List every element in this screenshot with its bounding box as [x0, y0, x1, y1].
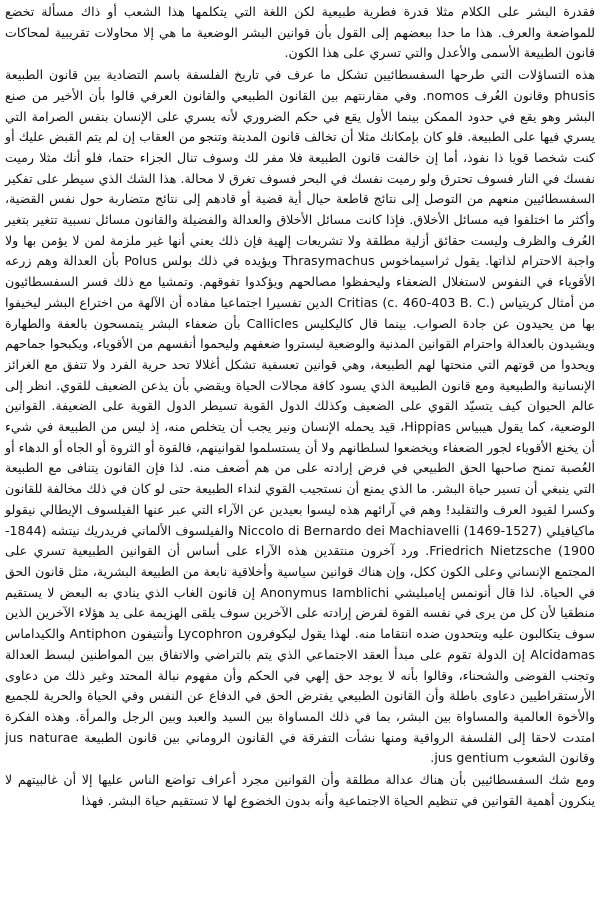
paragraph-laws-importance: ومع شك السفسطائيين بأن هناك عدالة مطلقة وأن القوانين مجرد أعراف تواضع الناس عليها إلا أن غالبيتهم لا ينكرون أهمية القوانين في تنظيم الحياة الاجتماعية وأنه بدون الخضوع لها لا تستقيم حياة البشر. فهذا — [5, 772, 595, 808]
paragraph-sophists-nature-vs-convention: هذه التساؤلات التي طرحها السفسطائيين تشكل ما عرف في تاريخ الفلسفة باسم التضادية بين قانون الطبيعة phusis وقانون العُرف nomos. وفي مقارنتهم بين القانون الطبيعي والقانون العرفي قالوا بأن الأخير من صنع البشر وهو يقع في حدود الممكن بينما الأول يقع في حكم الضروري لأنه يسري على الإنسان بنفس الصرامة التي يسري فيها على الطبيعة. فلو كان بإمكانك مثلا أن تخالف قانون المدينة وتنجو من العقاب إن لم يتم القبض عليك أو كنت شخصا قويا ذا نفوذ، أما إن خالفت قانون الطبيعة فلا مفر لك وسوف تنال الجزاء حتما، فلو أنك مثلا رميت نفسك في النار فسوف تحترق ولو رميت نفسك في البحر فسوف تغرق لا محالة. هذا الشك الذي سيطر على تفكير السفسطائيين منعهم من التوصل إلى نتائج قاطعة حيال أية قضية أو قادهم إلى نتائج متضاربة حول نفس القضية، وأكثر ما اختلفوا فيه مسائل الأخلاق. فإذا كانت مسائل الأخلاق والعدالة والفضيلة والقانون مسائل نسبية تتغير بتغير العُرف والظرف وليست حقائق أزلية مطلقة ولا تشريعات إلهية فإن ذلك يعني أنها غير ملزمة لمن لا يؤمن بها ولا واجبة الاحترام لذاتها. يقول ثراسيماخوس Thrasymachus ويؤيده في ذلك بولس Polus بأن العدالة وهم زرعه الأقوياء في النفوس لاستغلال الضعفاء وليحفظوا مصالحهم ويؤكدوا تفوقهم. وتمشيا مع ذلك فسر السفسطائيون من أمثال كريتياس Critias (c. 460-403 B. C.) الدين تفسيرا اجتماعيا مفاده أن الآلهة من اختراع البشر ليخيفوا بها من يحيدون عن جادة الصواب. بينما قال كاليكليس Callicles بأن ضعفاء البشر يتمسحون بالعفة والطهارة ويشيدون بالعدالة واحترام القوانين المدنية والوضعية ليستروا ضعفهم وليحموا أنفسهم من الأقوياء، ويكبحوا جماحهم ويحدوا من قوتهم التي منحتها لهم الطبيعة، وهي قوانين تعسفية تشكل أغلالا تحد حرية الفرد ولا تتفق مع الغرائز الإنسانية والطبيعية ومع قانون الطبيعة الذي يسود كافة مجالات الحياة ويقضي بأن يذعن الضعيف للقوي. انظر إلى عالم الحيوان كيف يتسيّد القوي على الضعيف وكذلك الدول القوية تسيطر الدول القوية على الضعيفة. القوانين الوضعية، كما يقول هيبياس Hippias، قيد يحمله الإنسان ونير يجب أن يتخلص منه، إذ ليس من الطبيعة في شيء أن يخنع الأقوياء لجور الضعفاء ويخضعوا لسلطانهم ولا أن يستسلموا لقوانينهم، فالقوة أو الثروة أو الجاه أو الدهاء أو العُصبة تمنح صاحبها الحق الطبيعي في فرض إرادته على من هم أضعف منه. لذا فإن القانون يتنافى مع الطبيعة التي ينبغي أن تسير حياة البشر. ما الذي يمنع أن نستجيب القوي لنداء الطبيعة حتى لو كان في ذلك مخالفة للقانون وكسرا لقيود العرف والتقليد! وهم في آرائهم هذه ليسوا بعيدين عن الآراء التي عبر عنها الفيلسوف الإيطالي نيقولو ماكيافيلي Niccolo di Bernardo dei Machiavelli (1469-1527) والفيلسوف الألماني فريدريك نيتشه (1844-1900) Friedrich Nietzsche. ورد آخرون منتقدين هذه الآراء على أساس أن القوانين الطبيعية تسري على المجتمع الإنساني وعلى الكون ككل، وإن هناك قوانين سياسية وأخلاقية نابعة من الطبيعة البشرية، مثل قانون الحق في الحياة. لذا قال أنونمس إيامبليشي Anonymus Iamblichi إن قانون الغاب الذي ينادي به البعض لا يستقيم منطقيا لأن كل من يرى في نفسه القوة لفرض إرادته على الآخرين سوف يلقى الهزيمة على يد هؤلاء الآخرين الذين سوف يتكالبون عليه ويتحدون ضده انتقاما منه. لهذا يقول ليكوفرون Lycophron وأنتيفون Antiphon والكيداماس Alcidamas إن الدولة تقوم على مبدأ العقد الاجتماعي الذي يتم بالتراضي والاتفاق بين المواطنين لبسط العدالة وتجنب الفوضى والشحناء، وقالوا بأنه لا يوجد حق إلهي في الحكم وأن مفهوم نبالة المحتد وغير ذلك من دعاوى الأرستقراطيين دعاوى باطلة وأن القانون الطبيعي يفترض الحق في الدفاع عن النفس وفي الحياة والحرية للجميع والأخوة العالمية والمساواة بين البشر، بما في ذلك المساواة بين السيد والعبد وبين الرجل والمرأة. وهذه الفكرة امتدت لاحقا إلى الفلسفة الرواقية ومنها نشأت التفرقة في القانون الروماني بين قانون الطبيعة jus naturae وقانون الشعوب jus gentium. — [5, 67, 596, 766]
paragraph-intro: فقدرة البشر على الكلام مثلا قدرة فطرية طبيعية لكن اللغة التي يتكلمها هذا الشعب أو ذاك مسألة تخضع للمواضعة والعرف. هذا ما حدا ببعضهم إلى القول بأن قوانين البشر الوضعية ما هي إلا محاولات تقريبية لمحاكات قانون الطبيعة الأسمى والأعدل والتي تسري على هذا الكون. — [5, 4, 595, 61]
